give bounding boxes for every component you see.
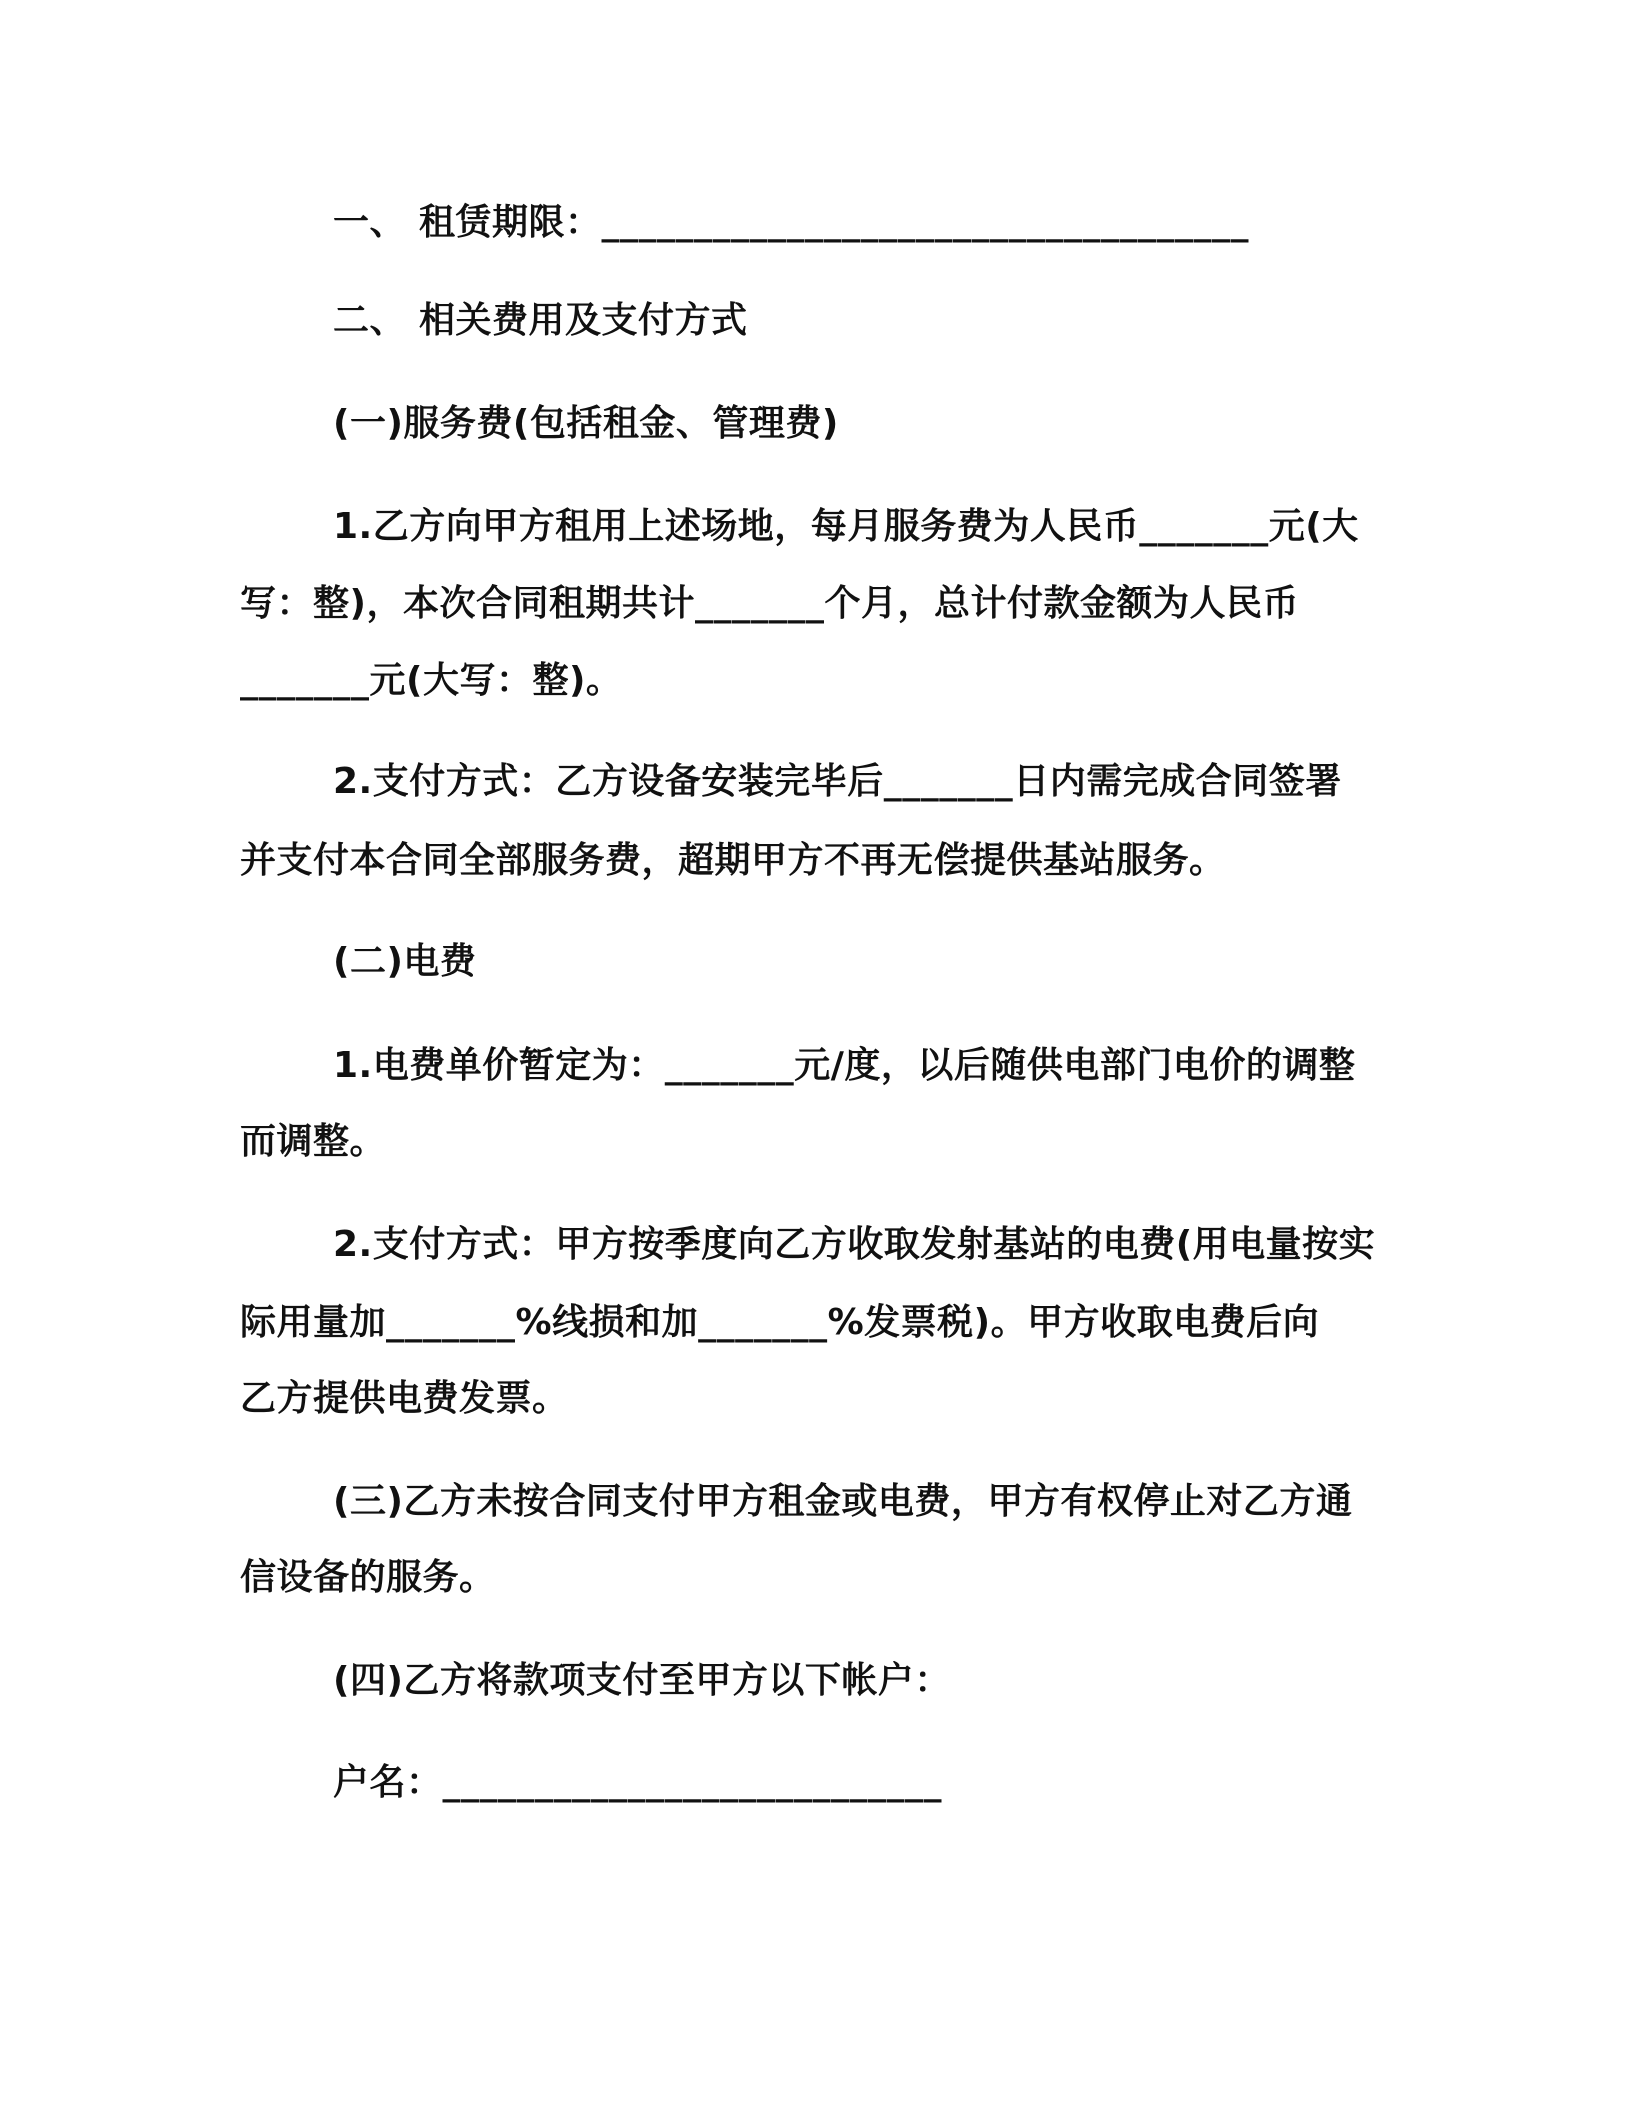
electricity-payment-line-3: 乙方提供电费发票。 [240, 1378, 569, 1419]
subsection-bank-account: (四)乙方将款项支付至甲方以下帐户： [333, 1660, 951, 1701]
section-fees-payment: 二、 相关费用及支付方式 [333, 300, 748, 341]
subsection-electricity: (二)电费 [333, 941, 477, 982]
service-fee-line-3: _______元(大写：整)。 [240, 660, 623, 701]
subsection-service-fee: (一)服务费(包括租金、管理费) [333, 403, 839, 444]
payment-method-line-2: 并支付本合同全部服务费，超期甲方不再无偿提供基站服务。 [240, 840, 1226, 881]
suspension-clause-line-2: 信设备的服务。 [240, 1557, 496, 1598]
service-fee-line-1: 1.乙方向甲方租用上述场地，每月服务费为人民币_______元(大 [333, 506, 1359, 547]
electricity-payment-line-2: 际用量加_______%线损和加_______%发票税)。甲方收取电费后向 [240, 1302, 1320, 1343]
service-fee-line-2: 写：整)，本次合同租期共计_______个月，总计付款金额为人民币 [240, 583, 1299, 624]
electricity-price-line-1: 1.电费单价暂定为：_______元/度，以后随供电部门电价的调整 [333, 1045, 1356, 1086]
payment-method-line-1: 2.支付方式：乙方设备安装完毕后_______日内需完成合同签署 [333, 761, 1342, 802]
account-name-field: 户名：___________________________ [333, 1762, 943, 1803]
electricity-price-line-2: 而调整。 [240, 1121, 387, 1162]
suspension-clause-line-1: (三)乙方未按合同支付甲方租金或电费，甲方有权停止对乙方通 [333, 1481, 1353, 1522]
electricity-payment-line-1: 2.支付方式：甲方按季度向乙方收取发射基站的电费(用电量按实 [333, 1224, 1376, 1265]
clause-lease-term: 一、 租赁期限：___________________________________ [333, 202, 1250, 243]
